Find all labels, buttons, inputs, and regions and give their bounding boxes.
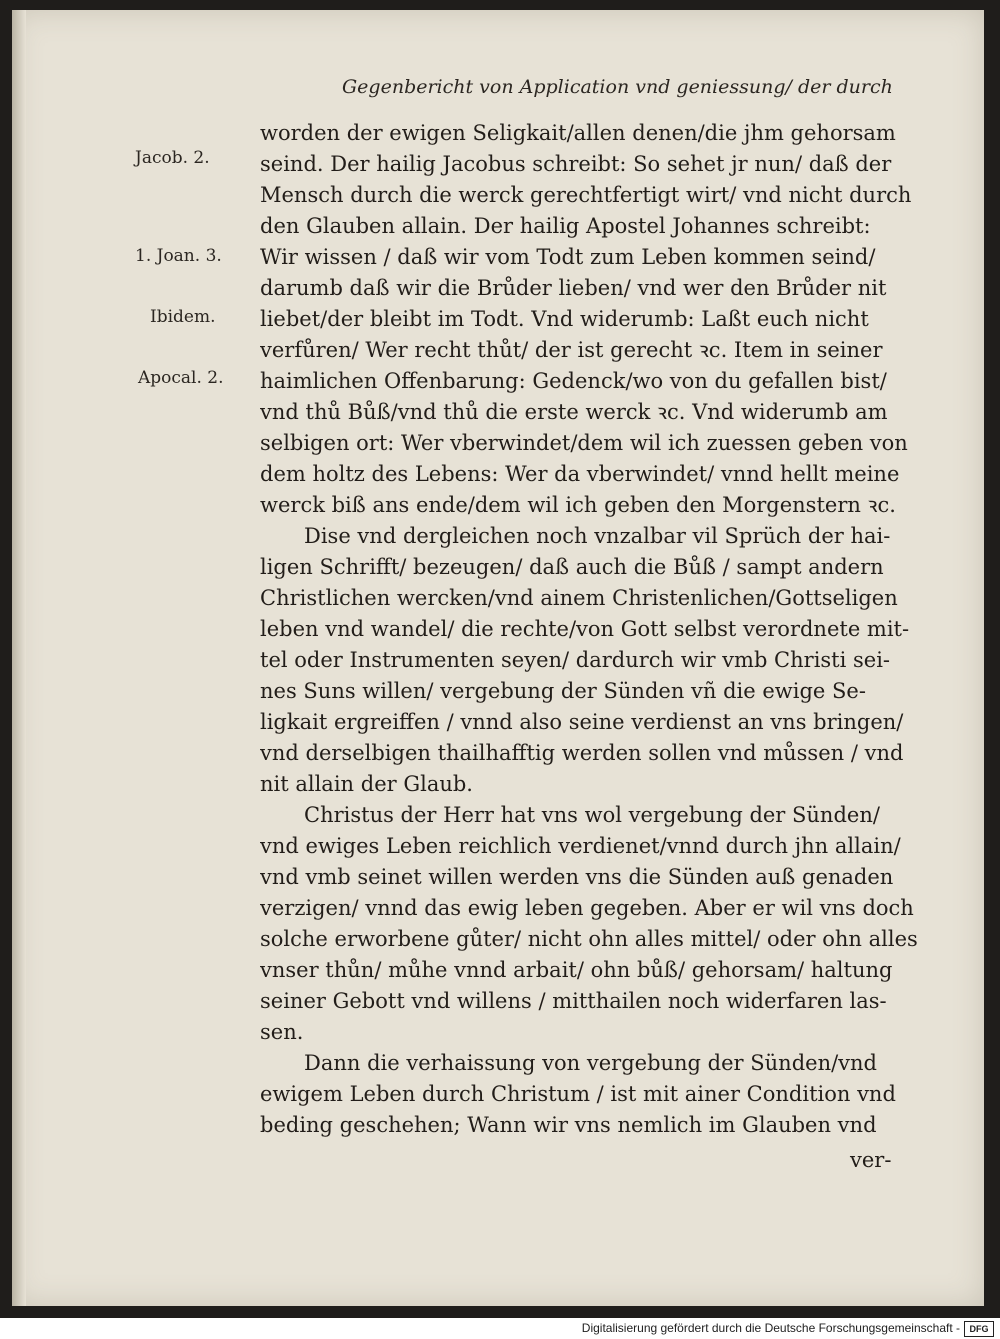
marginal-note-ibidem: Ibidem.: [150, 307, 216, 327]
marginal-note-joan: 1. Joan. 3.: [135, 246, 222, 266]
dfg-logo: DFG: [964, 1321, 994, 1337]
text-line: vnd ewiges Leben reichlich verdienet/vnnd durch jhn allain/: [260, 834, 901, 858]
book-page: [12, 10, 984, 1306]
text-line: seiner Gebott vnd willens / mitthailen noch widerfaren las-: [260, 989, 887, 1013]
text-line: Christus der Herr hat vns wol vergebung der Sünden/: [304, 803, 880, 827]
funding-credit: Digitalisierung gefördert durch die Deutsche Forschungsgemeinschaft -: [581, 1321, 960, 1335]
text-line: Christlichen wercken/vnd ainem Christenlichen/Gottseligen: [260, 586, 898, 610]
text-line: darumb daß wir die Brůder lieben/ vnd wer den Brůder nit: [260, 276, 887, 300]
text-line: leben vnd wandel/ die rechte/von Gott selbst verordnete mit-: [260, 617, 910, 641]
page-binding-edge: [12, 10, 26, 1306]
marginal-note-jacob: Jacob. 2.: [135, 148, 210, 168]
text-line: vnd vmb seinet willen werden vns die Sünden auß genaden: [260, 865, 894, 889]
text-line: Wir wissen / daß wir vom Todt zum Leben kommen seind/: [260, 245, 876, 269]
text-line: ligen Schrifft/ bezeugen/ daß auch die Bůß / sampt andern: [260, 555, 884, 579]
text-line: werck biß ans ende/dem wil ich geben den Morgenstern ꝛc.: [260, 493, 896, 517]
running-head: Gegenbericht von Application vnd geniessung/ der durch: [342, 76, 893, 98]
text-line: vnd derselbigen thailhafftig werden sollen vnd můssen / vnd: [260, 741, 904, 765]
text-line: haimlichen Offenbarung: Gedenck/wo von du gefallen bist/: [260, 369, 887, 393]
marginal-note-apocal: Apocal. 2.: [138, 368, 224, 388]
text-line: sen.: [260, 1020, 304, 1044]
text-line: Dann die verhaissung von vergebung der Sünden/vnd: [304, 1051, 877, 1075]
text-line: ewigem Leben durch Christum / ist mit ainer Condition vnd: [260, 1082, 896, 1106]
footer-bar: [0, 1318, 1000, 1339]
text-line: verzigen/ vnnd das ewig leben gegeben. Aber er wil vns doch: [260, 896, 914, 920]
body-text: [260, 118, 940, 1141]
catchword: ver-: [850, 1148, 892, 1172]
text-line: vnd thů Bůß/vnd thů die erste werck ꝛc. Vnd widerumb am: [260, 400, 888, 424]
text-line: worden der ewigen Seligkait/allen denen/die jhm gehorsam: [260, 121, 896, 145]
text-line: ligkait ergreiffen / vnnd also seine verdienst an vns bringen/: [260, 710, 904, 734]
text-line: seind. Der hailig Jacobus schreibt: So sehet jr nun/ daß der: [260, 152, 892, 176]
text-line: tel oder Instrumenten seyen/ dardurch wir vmb Christi sei-: [260, 648, 891, 672]
text-line: Mensch durch die werck gerechtfertigt wirt/ vnd nicht durch: [260, 183, 912, 207]
text-line: solche erworbene gůter/ nicht ohn alles mittel/ oder ohn alles: [260, 927, 918, 951]
text-line: den Glauben allain. Der hailig Apostel Johannes schreibt:: [260, 214, 871, 238]
text-line: nes Suns willen/ vergebung der Sünden vñ die ewige Se-: [260, 679, 866, 703]
text-line: beding geschehen; Wann wir vns nemlich im Glauben vnd: [260, 1113, 877, 1137]
text-line: verfůren/ Wer recht thůt/ der ist gerecht ꝛc. Item in seiner: [260, 338, 883, 362]
text-line: liebet/der bleibt im Todt. Vnd widerumb: Laßt euch nicht: [260, 307, 869, 331]
text-line: Dise vnd dergleichen noch vnzalbar vil Sprüch der hai-: [304, 524, 891, 548]
text-line: nit allain der Glaub.: [260, 772, 473, 796]
text-line: dem holtz des Lebens: Wer da vberwindet/ vnnd hellt meine: [260, 462, 900, 486]
text-line: vnser thůn/ můhe vnnd arbait/ ohn bůß/ gehorsam/ haltung: [260, 958, 893, 982]
text-line: selbigen ort: Wer vberwindet/dem wil ich zuessen geben von: [260, 431, 908, 455]
